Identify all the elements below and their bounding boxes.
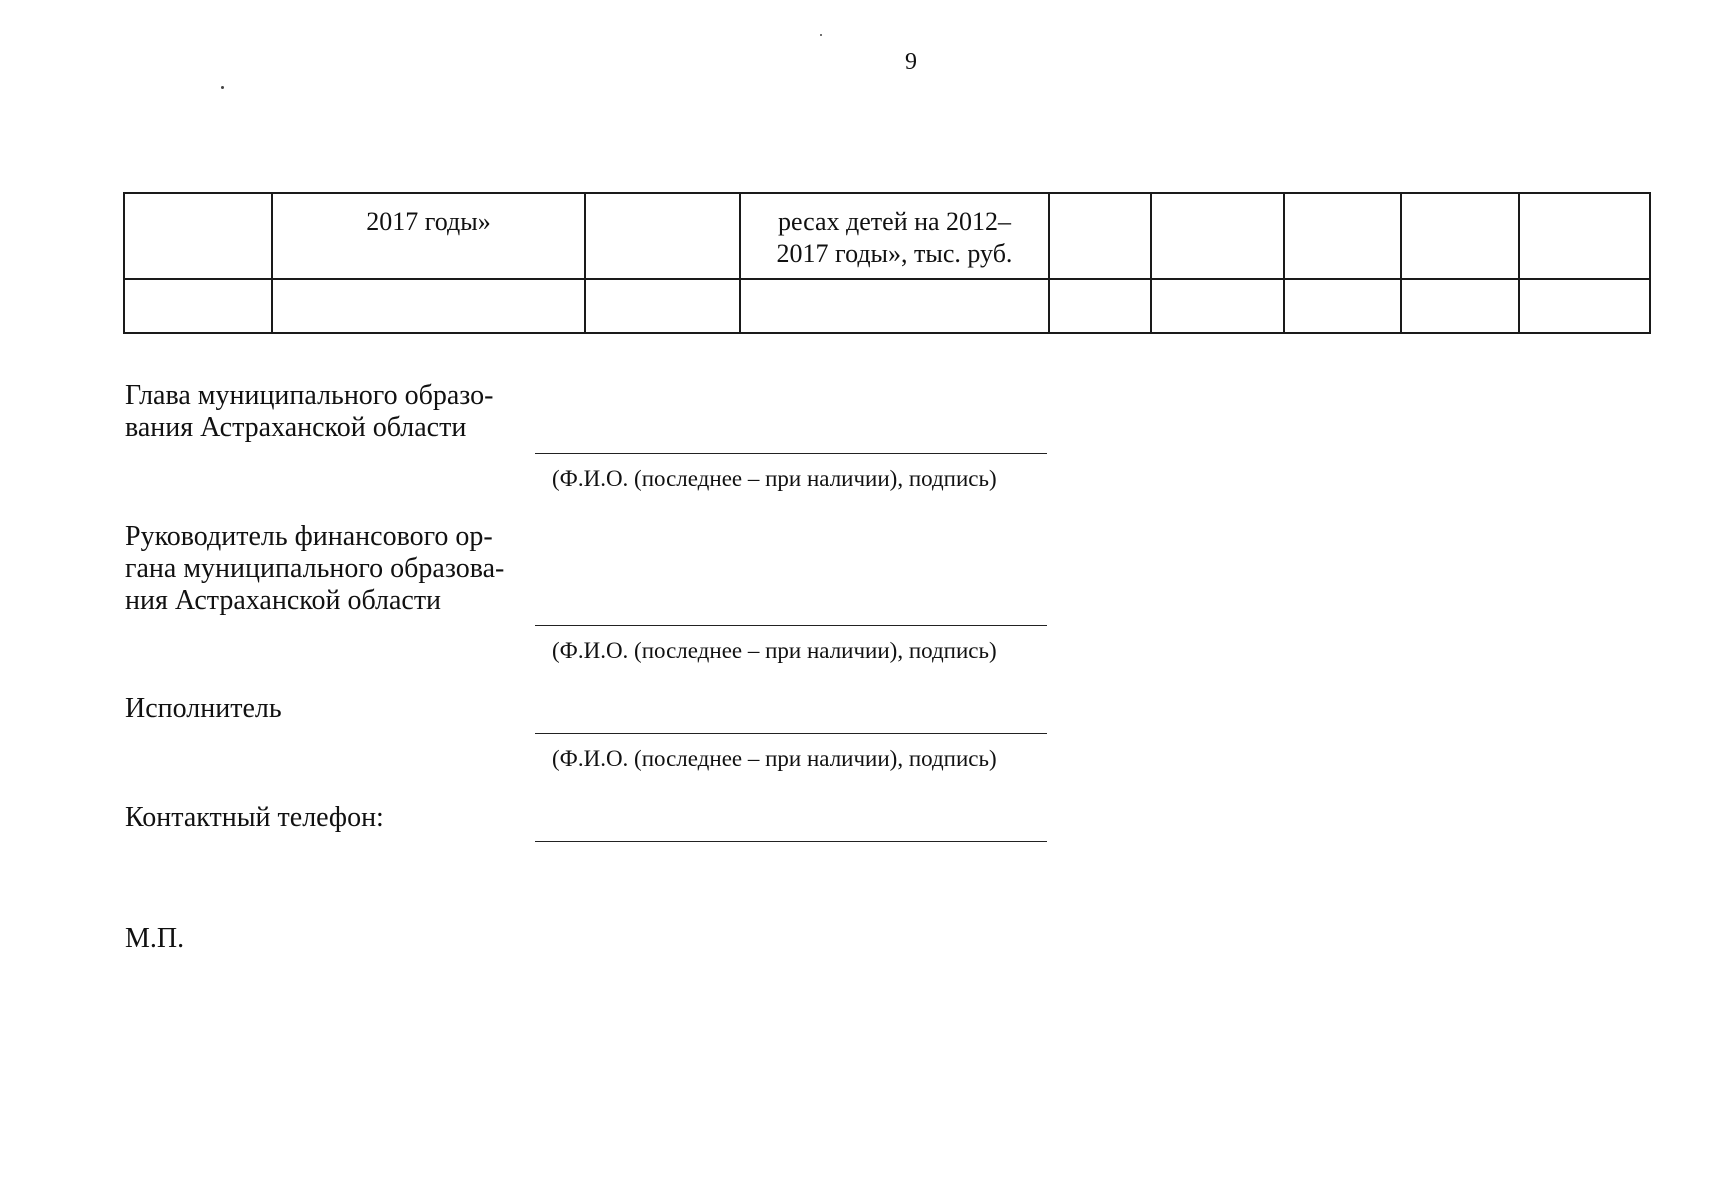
data-table: [123, 192, 1651, 334]
label-line: Исполнитель: [125, 693, 282, 724]
table-cell: [124, 279, 272, 333]
label-line: вания Астраханской области: [125, 412, 467, 443]
table-cell: [1151, 193, 1284, 279]
executor-signature-caption: (Ф.И.О. (последнее – при наличии), подпись): [552, 746, 997, 771]
table-row: [124, 279, 1650, 333]
table-cell: [1151, 279, 1284, 333]
table-cell: [1519, 193, 1650, 279]
table-cell: [585, 193, 740, 279]
page-number: 9: [905, 49, 917, 75]
label-line: Глава муниципального образо-: [125, 380, 494, 411]
table-cell: [124, 193, 272, 279]
table-row: [124, 193, 1650, 279]
finance-head-signature-label: [125, 521, 504, 617]
label-line: Контактный телефон:: [125, 802, 384, 833]
cell-text-multiline: [741, 194, 1048, 270]
table-cell: [1049, 193, 1151, 279]
head-signature-line: [535, 453, 1047, 454]
label-line: гана муниципального образова-: [125, 553, 505, 584]
stamp-place-label: М.П.: [125, 923, 185, 954]
table-cell: [1284, 193, 1401, 279]
label-line: ния Астраханской области: [125, 585, 442, 616]
executor-signature-label: [125, 693, 282, 725]
table-cell: [740, 193, 1049, 279]
cell-text-line: 2017 годы», тыс. руб.: [776, 239, 1013, 268]
head-signature-label: [125, 380, 493, 444]
cell-text-line: ресах детей на 2012–: [777, 207, 1012, 236]
table-cell: [585, 279, 740, 333]
table-cell: [1284, 279, 1401, 333]
table-cell: [1519, 279, 1650, 333]
table-cell: [1401, 279, 1519, 333]
table-cell: [740, 279, 1049, 333]
executor-signature-line: [535, 733, 1047, 734]
scan-speck: [221, 86, 224, 89]
table-cell: [272, 193, 585, 279]
contact-phone-line: [535, 841, 1047, 842]
finance-head-signature-line: [535, 625, 1047, 626]
table-cell: [1049, 279, 1151, 333]
contact-phone-label: [125, 802, 384, 834]
table-cell: [1401, 193, 1519, 279]
scan-speck: [820, 34, 822, 36]
cell-text: 2017 годы»: [366, 207, 491, 236]
head-signature-caption: (Ф.И.О. (последнее – при наличии), подпись): [552, 466, 997, 491]
finance-head-signature-caption: (Ф.И.О. (последнее – при наличии), подпись): [552, 638, 997, 663]
label-line: Руководитель финансового ор-: [125, 521, 493, 552]
table-cell: [272, 279, 585, 333]
